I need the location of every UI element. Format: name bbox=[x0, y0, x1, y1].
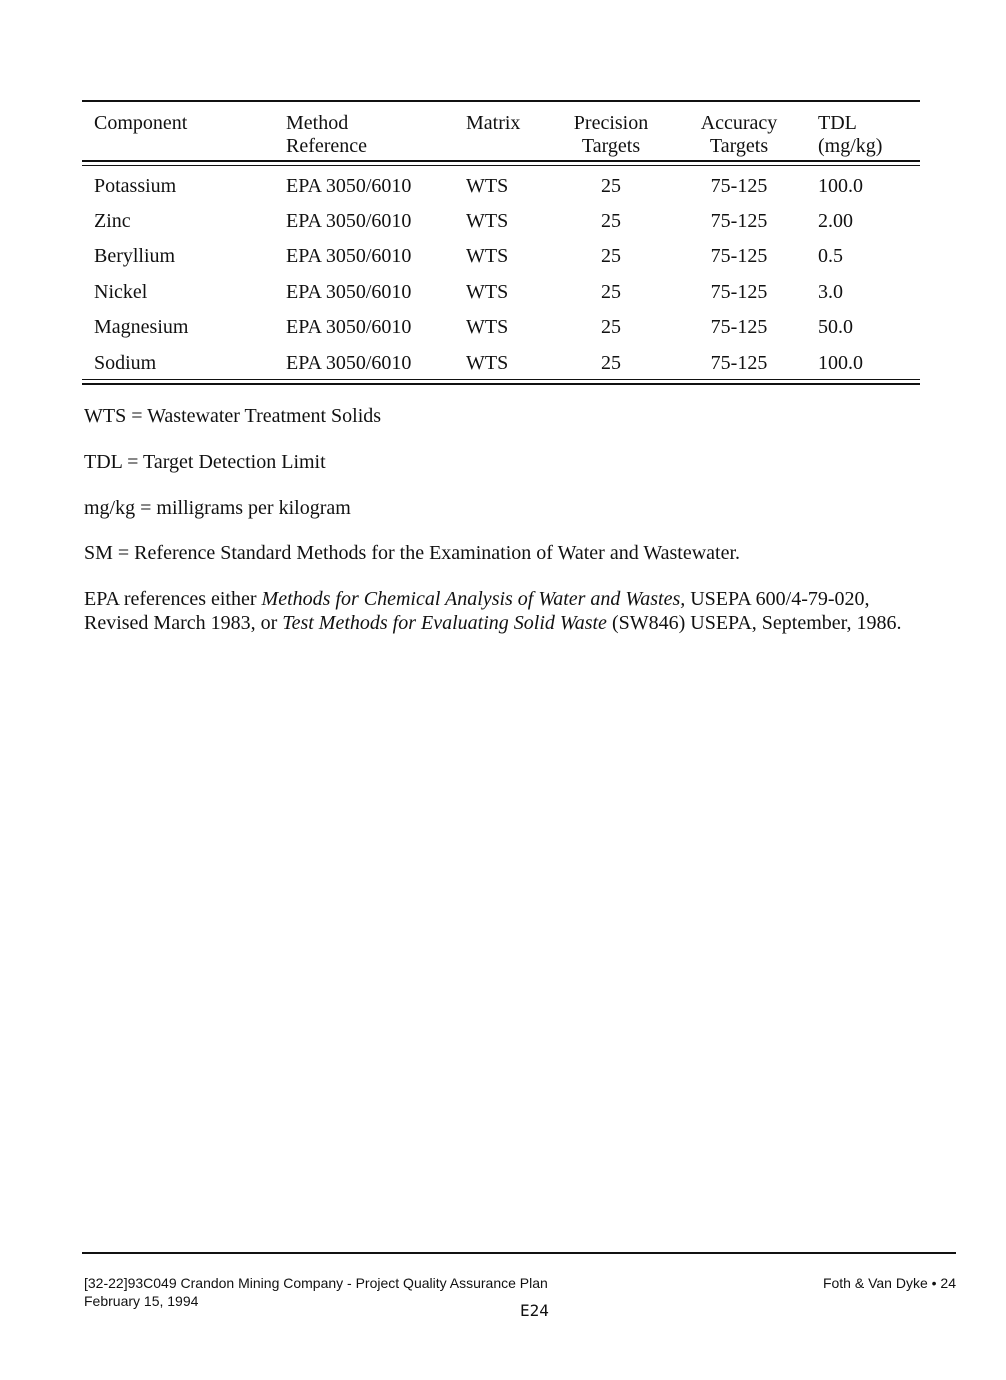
cell-accuracy: 75-125 bbox=[710, 281, 768, 303]
cell-tdl: 0.5 bbox=[818, 245, 843, 267]
cell-component: Magnesium bbox=[94, 316, 189, 338]
header-accuracy-targets: Accuracy Targets bbox=[700, 112, 778, 157]
footer-page-label: Foth & Van Dyke • 24 bbox=[822, 1275, 956, 1291]
cell-precision: 25 bbox=[601, 210, 621, 232]
cell-precision: 25 bbox=[601, 352, 621, 374]
note-mgkg: mg/kg = milligrams per kilogram bbox=[84, 497, 351, 519]
epa-suffix: (SW846) USEPA, September, 1986. bbox=[606, 612, 902, 634]
cell-component: Beryllium bbox=[94, 245, 176, 267]
cell-matrix: WTS bbox=[466, 245, 509, 267]
cell-component: Sodium bbox=[94, 352, 157, 374]
note-epa-references bbox=[84, 587, 924, 635]
table-bottom-rule-upper bbox=[82, 379, 920, 380]
cell-matrix: WTS bbox=[466, 175, 509, 197]
header-precision-targets: Precision Targets bbox=[573, 112, 649, 157]
cell-accuracy: 75-125 bbox=[710, 245, 768, 267]
cell-method: EPA 3050/6010 bbox=[286, 281, 412, 303]
epa-mid: USEPA 600/4-79-020, Revised March 1983, or bbox=[84, 588, 870, 634]
note-sm: SM = Reference Standard Methods for the Examination of Water and Wastewater. bbox=[84, 542, 741, 564]
cell-component: Potassium bbox=[94, 175, 177, 197]
note-wts: WTS = Wastewater Treatment Solids bbox=[84, 405, 382, 427]
cell-matrix: WTS bbox=[466, 352, 509, 374]
epa-title-2: Test Methods for Evaluating Solid Waste bbox=[282, 612, 607, 634]
cell-tdl: 2.00 bbox=[818, 210, 853, 232]
footer-doc-line: [32-22]93C049 Crandon Mining Company - Project Quality Assurance Plan bbox=[84, 1275, 548, 1291]
header-rule-lower bbox=[82, 165, 920, 166]
table-top-rule bbox=[82, 100, 920, 102]
cell-matrix: WTS bbox=[466, 316, 509, 338]
table-bottom-rule-lower bbox=[82, 383, 920, 385]
footer-rule bbox=[82, 1252, 956, 1254]
note-tdl: TDL = Target Detection Limit bbox=[84, 451, 326, 473]
epa-title-1: Methods for Chemical Analysis of Water and Wastes, bbox=[261, 588, 686, 610]
cell-accuracy: 75-125 bbox=[710, 210, 768, 232]
cell-component: Zinc bbox=[94, 210, 131, 232]
cell-matrix: WTS bbox=[466, 210, 509, 232]
footer-date: February 15, 1994 bbox=[84, 1293, 199, 1309]
cell-matrix: WTS bbox=[466, 281, 509, 303]
cell-component: Nickel bbox=[94, 281, 148, 303]
header-tdl: TDL (mg/kg) bbox=[818, 112, 883, 157]
cell-accuracy: 75-125 bbox=[710, 352, 768, 374]
cell-tdl: 100.0 bbox=[818, 175, 863, 197]
epa-prefix: EPA references either bbox=[84, 588, 262, 610]
cell-tdl: 100.0 bbox=[818, 352, 863, 374]
cell-precision: 25 bbox=[601, 245, 621, 267]
header-method-reference: Method Reference bbox=[286, 112, 368, 157]
cell-precision: 25 bbox=[601, 281, 621, 303]
cell-accuracy: 75-125 bbox=[710, 175, 768, 197]
footer-document-info bbox=[84, 1274, 548, 1310]
header-matrix: Matrix bbox=[466, 112, 521, 134]
cell-method: EPA 3050/6010 bbox=[286, 210, 412, 232]
cell-method: EPA 3050/6010 bbox=[286, 175, 412, 197]
cell-method: EPA 3050/6010 bbox=[286, 316, 412, 338]
cell-precision: 25 bbox=[601, 316, 621, 338]
header-component: Component bbox=[94, 112, 188, 134]
cell-tdl: 50.0 bbox=[818, 316, 853, 338]
cell-accuracy: 75-125 bbox=[710, 316, 768, 338]
header-rule-upper bbox=[82, 160, 920, 162]
cell-tdl: 3.0 bbox=[818, 281, 843, 303]
cell-method: EPA 3050/6010 bbox=[286, 352, 412, 374]
cell-method: EPA 3050/6010 bbox=[286, 245, 412, 267]
footer-page-code: E24 bbox=[520, 1301, 549, 1320]
cell-precision: 25 bbox=[601, 175, 621, 197]
